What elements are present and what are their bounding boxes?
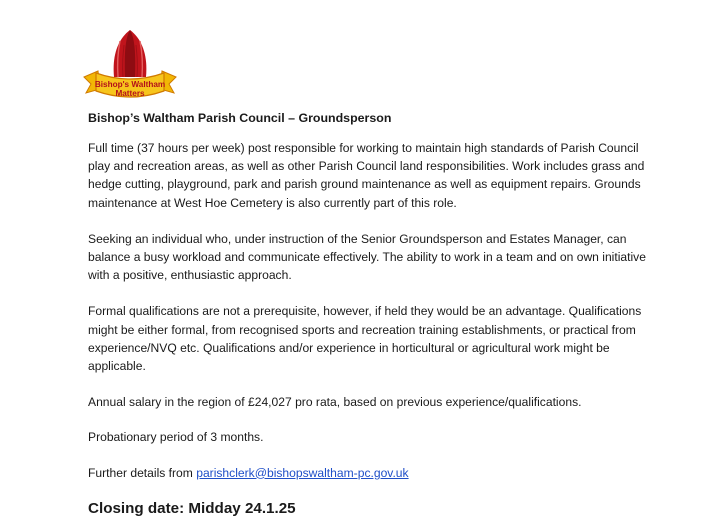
mitre-logo-graphic bbox=[82, 27, 178, 107]
logo-text-line2: Matters bbox=[115, 89, 145, 98]
closing-date: Closing date: Midday 24.1.25 bbox=[88, 499, 296, 517]
bishops-waltham-matters-logo bbox=[82, 27, 178, 107]
salary-text: Annual salary in the region of £24,027 pro rata, based on previous experience/qualifications. bbox=[88, 395, 582, 410]
role-description-paragraph: Full time (37 hours per week) post responsible for working to maintain high standards of Parish Council play and recreation areas, as well as other Parish Council land responsibilities. Work includes grass and hedge cutting, playground, park and parish ground maintenance as well as equipment repairs. Grounds maintenance at West Hoe Cemetery is also currently part of this role. bbox=[88, 141, 645, 210]
further-details-line bbox=[88, 464, 648, 482]
logo-text-line1: Bishop's Waltham bbox=[94, 80, 166, 89]
document-body bbox=[88, 110, 648, 519]
qualifications-paragraph: Formal qualifications are not a prerequisite, however, if held they would be an advantage. Qualifications might be either formal, from recognised sports and recreation training establishments, or practical from experience/NVQ etc. Qualifications and/or experience in horticultural or agricultural work might be applicable. bbox=[88, 304, 642, 374]
person-specification-paragraph: Seeking an individual who, under instruction of the Senior Groundsperson and Estates Manager, can balance a busy workload and communicate effectively. The ability to work in a team and on own initiative with a positive, enthusiastic approach. bbox=[88, 231, 646, 283]
email-link[interactable]: parishclerk@bishopswaltham-pc.gov.uk bbox=[196, 465, 409, 480]
probation-text: Probationary period of 3 months. bbox=[88, 430, 264, 445]
document-title: Bishop’s Waltham Parish Council – Groundsperson bbox=[88, 111, 392, 125]
further-details-prefix: Further details from bbox=[88, 465, 197, 480]
